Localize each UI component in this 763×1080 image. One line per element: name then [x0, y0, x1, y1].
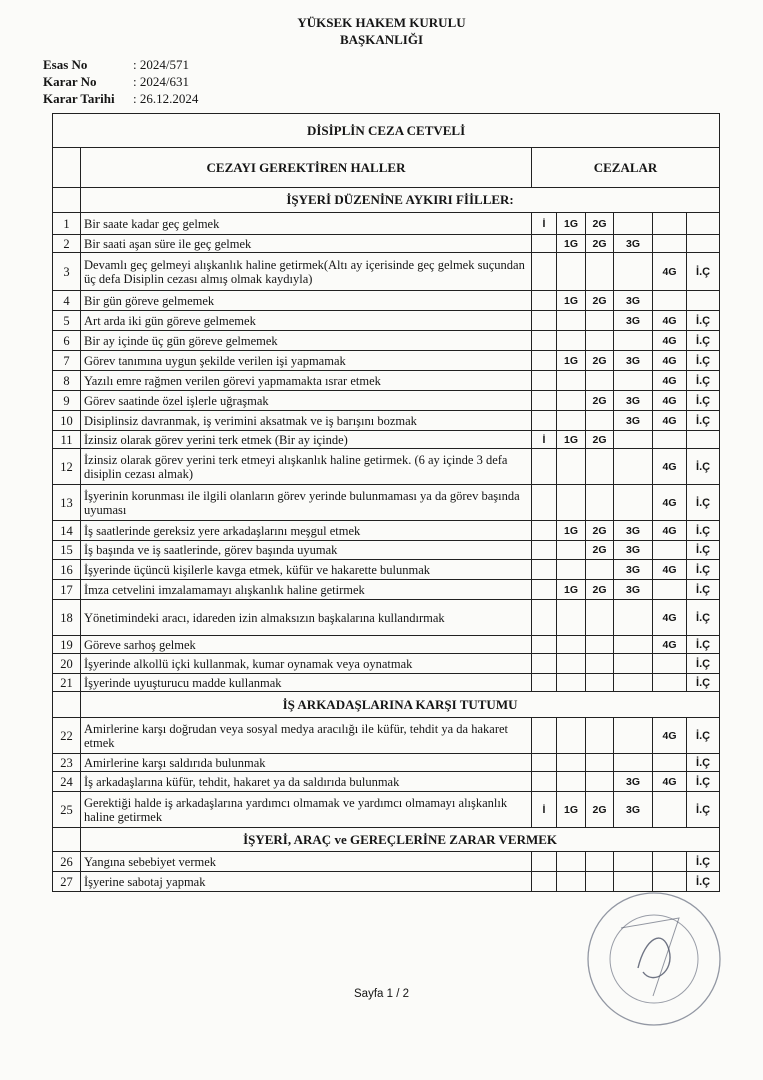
penalty-cell: 4G [653, 718, 687, 754]
meta-label: Esas No [43, 57, 88, 72]
section-title: İŞ ARKADAŞLARINA KARŞI TUTUMU [81, 692, 720, 718]
penalty-cell [532, 371, 557, 391]
penalty-cell: 3G [614, 521, 653, 541]
penalty-cell: 4G [653, 600, 687, 636]
penalty-cell [532, 654, 557, 674]
penalty-cell: 4G [653, 772, 687, 792]
penalty-cell [614, 754, 653, 772]
penalty-cell [557, 754, 586, 772]
penalty-cell: İ.Ç [687, 541, 720, 560]
penalty-cell [557, 560, 586, 580]
penalty-cell: 2G [586, 541, 614, 560]
penalty-cell: 4G [653, 449, 687, 485]
penalty-cell: İ [532, 431, 557, 449]
violation-text: Göreve sarhoş gelmek [81, 636, 532, 654]
row-number: 17 [53, 580, 81, 600]
violation-text: Yangına sebebiyet vermek [81, 852, 532, 872]
penalty-cell: 3G [614, 541, 653, 560]
row-number: 2 [53, 235, 81, 253]
penalty-cell: İ.Ç [687, 331, 720, 351]
penalty-cell [532, 449, 557, 485]
penalty-cell: 1G [557, 431, 586, 449]
table-row [53, 521, 720, 541]
penalty-cell: 1G [557, 213, 586, 235]
penalty-cell: İ.Ç [687, 411, 720, 431]
meta-row-tarih [43, 90, 198, 107]
penalty-cell [586, 449, 614, 485]
penalty-cell [532, 600, 557, 636]
penalty-cell [532, 852, 557, 872]
violation-text: İş saatlerinde gereksiz yere arkadaşlarını meşgul etmek [81, 521, 532, 541]
row-number: 26 [53, 852, 81, 872]
penalty-cell: 1G [557, 792, 586, 828]
meta-value: : 26.12.2024 [133, 91, 199, 106]
meta-row-esas [43, 56, 198, 73]
violation-text: İşyerinin korunması ile ilgili olanların görev yerinde bulunmaması ya da görev başında uyuması [81, 485, 532, 521]
page-footer: Sayfa 1 / 2 [354, 988, 409, 1000]
penalty-cell: 4G [653, 351, 687, 371]
penalty-cell: İ.Ç [687, 449, 720, 485]
row-number: 23 [53, 754, 81, 772]
section-header-row [53, 188, 720, 213]
penalty-cell [653, 792, 687, 828]
penalty-cell [532, 331, 557, 351]
penalty-cell [532, 718, 557, 754]
penalty-cell [586, 253, 614, 291]
penalty-cell [532, 485, 557, 521]
penalty-cell [653, 291, 687, 311]
penalty-cell [614, 600, 653, 636]
violation-text: İşyerinde üçüncü kişilerle kavga etmek, küfür ve hakarette bulunmak [81, 560, 532, 580]
row-number: 4 [53, 291, 81, 311]
section-title: İŞYERİ DÜZENİNE AYKIRI FİİLLER: [81, 188, 720, 213]
penalty-cell: 4G [653, 391, 687, 411]
penalty-cell [687, 291, 720, 311]
penalty-cell [532, 872, 557, 892]
table-row [53, 580, 720, 600]
penalty-cell: 2G [586, 431, 614, 449]
penalty-cell [614, 371, 653, 391]
penalty-cell [586, 674, 614, 692]
violation-text: İş başında ve iş saatlerinde, görev başında uyumak [81, 541, 532, 560]
row-number: 12 [53, 449, 81, 485]
table-row [53, 371, 720, 391]
penalty-cell [557, 674, 586, 692]
violation-text: İşyerinde alkollü içki kullanmak, kumar oynamak veya oynatmak [81, 654, 532, 674]
penalty-cell: 3G [614, 351, 653, 371]
violation-text: Yazılı emre rağmen verilen görevi yapmamakta ısrar etmek [81, 371, 532, 391]
penalty-cell [614, 431, 653, 449]
meta-label: Karar No [43, 74, 97, 89]
penalty-cell [653, 431, 687, 449]
penalty-cell [532, 291, 557, 311]
penalty-cell [532, 560, 557, 580]
penalty-cell [614, 449, 653, 485]
penalty-cell [586, 772, 614, 792]
section-title: İŞYERİ, ARAÇ ve GEREÇLERİNE ZARAR VERMEK [81, 828, 720, 852]
table-row [53, 792, 720, 828]
penalty-cell [586, 718, 614, 754]
penalty-cell: İ.Ç [687, 521, 720, 541]
row-number: 24 [53, 772, 81, 792]
penalty-cell: İ.Ç [687, 754, 720, 772]
penalty-cell [614, 253, 653, 291]
header-line-2: BAŞKANLIĞI [339, 32, 424, 47]
row-number: 3 [53, 253, 81, 291]
penalty-cell: İ.Ç [687, 580, 720, 600]
table-row [53, 600, 720, 636]
penalty-cell [586, 852, 614, 872]
row-number: 27 [53, 872, 81, 892]
table-row [53, 485, 720, 521]
table-row [53, 291, 720, 311]
penalty-cell [532, 580, 557, 600]
violation-text: Görev tanımına uygun şekilde verilen işi yapmamak [81, 351, 532, 371]
violation-text: Bir saate kadar geç gelmek [81, 213, 532, 235]
penalty-cell: 4G [653, 636, 687, 654]
row-number: 20 [53, 654, 81, 674]
penalty-cell [532, 772, 557, 792]
row-number: 13 [53, 485, 81, 521]
penalty-cell [653, 235, 687, 253]
penalty-cell: İ [532, 792, 557, 828]
table-row [53, 253, 720, 291]
penalty-cell [687, 235, 720, 253]
penalty-cell: İ.Ç [687, 351, 720, 371]
penalty-cell: 4G [653, 411, 687, 431]
row-number: 1 [53, 213, 81, 235]
penalty-cell [557, 636, 586, 654]
penalty-cell: İ.Ç [687, 311, 720, 331]
penalty-cell: 4G [653, 371, 687, 391]
table-row [53, 411, 720, 431]
violation-text: İşyerinde uyuşturucu madde kullanmak [81, 674, 532, 692]
column-header-penalties: CEZALAR [532, 148, 720, 188]
penalty-cell [614, 485, 653, 521]
row-number: 7 [53, 351, 81, 371]
violation-text: Gerektiği halde iş arkadaşlarına yardımcı olmamak ve yardımcı olmamayı alışkanlık haline getirmek [81, 792, 532, 828]
header-spacer [53, 148, 81, 188]
penalty-cell [532, 351, 557, 371]
penalty-cell: İ.Ç [687, 636, 720, 654]
penalty-cell [532, 521, 557, 541]
penalty-cell [532, 674, 557, 692]
official-seal-stamp [583, 888, 725, 1030]
meta-value: : 2024/631 [133, 74, 189, 89]
penalty-cell: İ.Ç [687, 253, 720, 291]
row-number: 16 [53, 560, 81, 580]
penalty-cell: 3G [614, 291, 653, 311]
violation-text: İş arkadaşlarına küfür, tehdit, hakaret ya da saldırıda bulunmak [81, 772, 532, 792]
penalty-cell: 2G [586, 521, 614, 541]
penalty-cell [614, 636, 653, 654]
penalty-cell [532, 253, 557, 291]
penalty-cell [586, 636, 614, 654]
penalty-cell: 3G [614, 311, 653, 331]
penalty-cell: 2G [586, 213, 614, 235]
penalty-cell [557, 253, 586, 291]
penalty-cell: 3G [614, 411, 653, 431]
row-number: 14 [53, 521, 81, 541]
penalty-cell [557, 541, 586, 560]
table-row [53, 431, 720, 449]
violation-text: Bir gün göreve gelmemek [81, 291, 532, 311]
violation-text: Devamlı geç gelmeyi alışkanlık haline getirmek(Altı ay içerisinde geç gelmek suçundan üç defa Disiplin cezası almış olmak kaydıyla) [81, 253, 532, 291]
penalty-cell: İ.Ç [687, 371, 720, 391]
penalty-cell [586, 411, 614, 431]
penalty-cell: 4G [653, 560, 687, 580]
table-row [53, 311, 720, 331]
section-header-row [53, 692, 720, 718]
penalty-cell [586, 331, 614, 351]
penalty-cell: 3G [614, 792, 653, 828]
penalty-cell [653, 754, 687, 772]
penalty-cell: 3G [614, 235, 653, 253]
penalty-cell: 1G [557, 521, 586, 541]
row-number: 19 [53, 636, 81, 654]
table-row [53, 213, 720, 235]
penalty-cell: 4G [653, 253, 687, 291]
header-line-1: YÜKSEK HAKEM KURULU [297, 15, 466, 30]
penalty-cell: 1G [557, 291, 586, 311]
row-number: 6 [53, 331, 81, 351]
penalty-cell [532, 391, 557, 411]
violation-text: Amirlerine karşı doğrudan veya sosyal medya aracılığı ile küfür, tehdit ya da hakaret etmek [81, 718, 532, 754]
penalty-cell [653, 580, 687, 600]
violation-text: İzinsiz olarak görev yerini terk etmeyi alışkanlık haline getirmek. (6 ay içinde 3 defa disiplin cezası almak) [81, 449, 532, 485]
table-row [53, 772, 720, 792]
penalty-cell [614, 718, 653, 754]
violation-text: Art arda iki gün göreve gelmemek [81, 311, 532, 331]
penalty-cell [532, 754, 557, 772]
penalty-cell [557, 852, 586, 872]
penalty-cell [557, 872, 586, 892]
table-row [53, 391, 720, 411]
penalty-cell [557, 391, 586, 411]
penalty-cell: İ.Ç [687, 772, 720, 792]
penalty-cell: 3G [614, 560, 653, 580]
table-row [53, 718, 720, 754]
table-row [53, 754, 720, 772]
penalty-cell: 2G [586, 235, 614, 253]
penalty-cell [532, 411, 557, 431]
penalty-cell: 2G [586, 792, 614, 828]
penalty-cell [653, 852, 687, 872]
penalty-cell [532, 636, 557, 654]
penalty-cell [557, 331, 586, 351]
violation-text: İmza cetvelini imzalamamayı alışkanlık haline getirmek [81, 580, 532, 600]
penalty-cell: 3G [614, 580, 653, 600]
penalty-cell: İ.Ç [687, 560, 720, 580]
penalty-cell [557, 371, 586, 391]
penalty-cell [614, 674, 653, 692]
row-number: 18 [53, 600, 81, 636]
table-row [53, 636, 720, 654]
violation-text: Amirlerine karşı saldırıda bulunmak [81, 754, 532, 772]
violation-text: İzinsiz olarak görev yerini terk etmek (Bir ay içinde) [81, 431, 532, 449]
penalty-cell [586, 371, 614, 391]
penalty-cell [557, 718, 586, 754]
row-number: 25 [53, 792, 81, 828]
row-number: 11 [53, 431, 81, 449]
table-title-row [53, 114, 720, 148]
penalty-cell [532, 311, 557, 331]
case-meta [43, 56, 198, 107]
row-number: 10 [53, 411, 81, 431]
row-number: 21 [53, 674, 81, 692]
table-row [53, 449, 720, 485]
penalty-cell [653, 213, 687, 235]
penalty-cell [653, 541, 687, 560]
penalty-cell [614, 654, 653, 674]
penalty-cell [586, 485, 614, 521]
row-number: 15 [53, 541, 81, 560]
penalty-cell [532, 541, 557, 560]
table-row [53, 674, 720, 692]
penalty-cell: İ.Ç [687, 792, 720, 828]
table-row [53, 351, 720, 371]
penalty-cell: İ.Ç [687, 852, 720, 872]
penalty-cell: 4G [653, 521, 687, 541]
penalty-cell [557, 449, 586, 485]
table-row [53, 560, 720, 580]
penalty-cell [557, 654, 586, 674]
row-number: 9 [53, 391, 81, 411]
meta-label: Karar Tarihi [43, 91, 115, 106]
meta-row-karar [43, 73, 198, 90]
penalty-cell [687, 431, 720, 449]
penalty-cell [614, 852, 653, 872]
row-number: 8 [53, 371, 81, 391]
penalty-cell [586, 311, 614, 331]
penalty-cell [586, 754, 614, 772]
violation-text: Disiplinsiz davranmak, iş verimini aksatmak ve iş barışını bozmak [81, 411, 532, 431]
penalty-cell [687, 213, 720, 235]
penalty-cell [586, 654, 614, 674]
table-row [53, 235, 720, 253]
penalty-cell: 4G [653, 311, 687, 331]
penalty-cell: 1G [557, 580, 586, 600]
table-row [53, 654, 720, 674]
penalty-cell: İ.Ç [687, 674, 720, 692]
penalty-cell [557, 600, 586, 636]
row-number: 5 [53, 311, 81, 331]
penalty-cell [614, 331, 653, 351]
document-header [0, 14, 763, 48]
penalty-cell: 4G [653, 485, 687, 521]
penalty-cell: 3G [614, 391, 653, 411]
violation-text: Yönetimindeki aracı, idareden izin almaksızın başkalarına kullandırmak [81, 600, 532, 636]
violation-text: Bir saati aşan süre ile geç gelmek [81, 235, 532, 253]
penalty-cell: İ.Ç [687, 391, 720, 411]
penalty-cell: İ.Ç [687, 485, 720, 521]
row-number: 22 [53, 718, 81, 754]
penalty-cell: İ.Ç [687, 872, 720, 892]
penalty-cell [557, 311, 586, 331]
column-header-row [53, 148, 720, 188]
penalty-cell: 2G [586, 580, 614, 600]
column-header-cases: CEZAYI GEREKTİREN HALLER [81, 148, 532, 188]
penalty-cell: İ [532, 213, 557, 235]
penalty-cell [586, 560, 614, 580]
table-row [53, 852, 720, 872]
section-spacer [53, 692, 81, 718]
penalty-cell: 1G [557, 235, 586, 253]
penalty-cell: 4G [653, 331, 687, 351]
section-header-row [53, 828, 720, 852]
penalty-cell: İ.Ç [687, 718, 720, 754]
penalty-cell [586, 600, 614, 636]
penalty-cell [532, 235, 557, 253]
penalty-cell: 1G [557, 351, 586, 371]
violation-text: İşyerine sabotaj yapmak [81, 872, 532, 892]
penalty-cell [557, 772, 586, 792]
penalty-cell [614, 213, 653, 235]
violation-text: Bir ay içinde üç gün göreve gelmemek [81, 331, 532, 351]
penalty-cell: 2G [586, 351, 614, 371]
discipline-penalty-table [52, 113, 720, 892]
table-title: DİSİPLİN CEZA CETVELİ [53, 114, 720, 148]
penalty-cell: 2G [586, 391, 614, 411]
table-row [53, 331, 720, 351]
violation-text: Görev saatinde özel işlerle uğraşmak [81, 391, 532, 411]
section-spacer [53, 188, 81, 213]
penalty-cell [653, 654, 687, 674]
penalty-cell: İ.Ç [687, 654, 720, 674]
penalty-cell: İ.Ç [687, 600, 720, 636]
table-row [53, 541, 720, 560]
penalty-cell [557, 485, 586, 521]
meta-value: : 2024/571 [133, 57, 189, 72]
penalty-cell [653, 674, 687, 692]
penalty-cell [557, 411, 586, 431]
section-spacer [53, 828, 81, 852]
penalty-cell: 3G [614, 772, 653, 792]
penalty-cell: 2G [586, 291, 614, 311]
